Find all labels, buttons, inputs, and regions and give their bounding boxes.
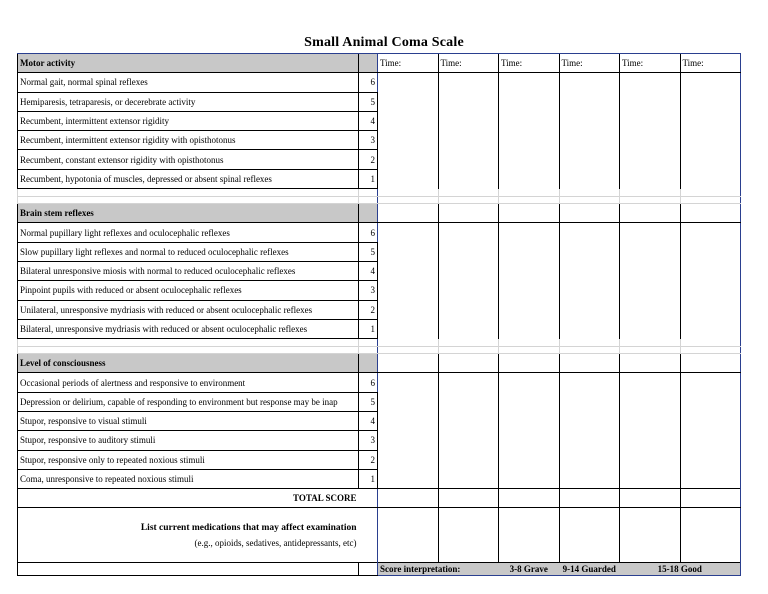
- criterion-score: 5: [359, 92, 378, 111]
- spacer-row: [499, 196, 560, 204]
- time-entry-cell[interactable]: [680, 354, 741, 373]
- spacer-row: [359, 196, 378, 204]
- spacer-row: [620, 339, 681, 347]
- medications-cell[interactable]: [499, 508, 560, 563]
- time-score-cell[interactable]: [620, 373, 681, 489]
- time-column-header: Time:: [378, 54, 439, 73]
- spacer-row: [620, 196, 681, 204]
- time-score-cell[interactable]: [378, 373, 439, 489]
- criterion-description: Slow pupillary light reflexes and normal to reduced oculocephalic reflexes: [18, 242, 359, 261]
- medications-cell[interactable]: [559, 508, 620, 563]
- criterion-description: Recumbent, intermittent extensor rigidity: [18, 111, 359, 130]
- spacer-row: [680, 196, 741, 204]
- time-entry-cell[interactable]: [438, 354, 499, 373]
- criterion-description: Depression or delirium, capable of responding to environment but response may be inap: [18, 392, 359, 411]
- spacer-row: [438, 346, 499, 354]
- medications-cell[interactable]: [378, 508, 439, 563]
- spacer-row: [18, 346, 359, 354]
- coma-scale-table: [17, 53, 741, 576]
- criterion-description: Bilateral, unresponsive mydriasis with reduced or absent oculocephalic reflexes: [18, 319, 359, 338]
- spacer-row: [18, 196, 359, 204]
- spacer-row: [378, 346, 439, 354]
- section-header: Brain stem reflexes: [18, 204, 359, 223]
- spacer-row: [359, 346, 378, 354]
- criterion-score: 1: [359, 469, 378, 488]
- time-score-cell[interactable]: [620, 223, 681, 339]
- spacer-row: [18, 189, 359, 197]
- time-score-cell[interactable]: [559, 223, 620, 339]
- spacer-row: [680, 189, 741, 197]
- medications-cell[interactable]: [680, 508, 741, 563]
- medications-examples: (e.g., opioids, sedatives, antidepressants, etc): [194, 537, 357, 548]
- criterion-score: 2: [359, 300, 378, 319]
- time-entry-cell[interactable]: [620, 354, 681, 373]
- medications-title: List current medications that may affect examination: [140, 522, 357, 533]
- time-score-cell[interactable]: [559, 73, 620, 189]
- spacer-row: [18, 339, 359, 347]
- spacer-row: [559, 196, 620, 204]
- time-score-cell[interactable]: [680, 73, 741, 189]
- time-score-cell[interactable]: [499, 373, 560, 489]
- total-score-cell[interactable]: [378, 489, 439, 508]
- section-header-score: [359, 204, 378, 223]
- criterion-score: 2: [359, 450, 378, 469]
- time-entry-cell[interactable]: [559, 204, 620, 223]
- spacer-row: [499, 339, 560, 347]
- criterion-score: 1: [359, 169, 378, 188]
- time-score-cell[interactable]: [438, 223, 499, 339]
- criterion-description: Pinpoint pupils with reduced or absent oculocephalic reflexes: [18, 281, 359, 300]
- time-score-cell[interactable]: [499, 73, 560, 189]
- page-title: Small Animal Coma Scale: [304, 35, 464, 50]
- time-entry-cell[interactable]: [499, 204, 560, 223]
- spacer-row: [438, 189, 499, 197]
- criterion-description: Normal gait, normal spinal reflexes: [18, 73, 359, 92]
- total-score-cell[interactable]: [680, 489, 741, 508]
- time-entry-cell[interactable]: [438, 204, 499, 223]
- score-interpretation-label: Score interpretation:: [378, 563, 499, 576]
- spacer-row: [559, 339, 620, 347]
- spacer-row: [378, 339, 439, 347]
- spacer-row: [499, 346, 560, 354]
- criterion-description: Recumbent, intermittent extensor rigidity with opisthotonus: [18, 131, 359, 150]
- criterion-score: 3: [359, 431, 378, 450]
- time-score-cell[interactable]: [680, 373, 741, 489]
- total-score-blank: [359, 489, 378, 508]
- time-score-cell[interactable]: [499, 223, 560, 339]
- total-score-cell[interactable]: [620, 489, 681, 508]
- section-header: Level of consciousness: [18, 354, 359, 373]
- interpretation-good: 15-18 Good: [620, 563, 741, 576]
- time-column-header: Time:: [438, 54, 499, 73]
- criterion-description: Stupor, responsive only to repeated noxious stimuli: [18, 450, 359, 469]
- spacer-row: [559, 346, 620, 354]
- time-score-cell[interactable]: [378, 73, 439, 189]
- total-score-cell[interactable]: [499, 489, 560, 508]
- time-entry-cell[interactable]: [378, 354, 439, 373]
- interpretation-blank: [359, 563, 378, 576]
- spacer-row: [620, 189, 681, 197]
- medications-label: [18, 508, 359, 563]
- criterion-score: 6: [359, 373, 378, 392]
- time-entry-cell[interactable]: [499, 354, 560, 373]
- criterion-description: Occasional periods of alertness and responsive to environment: [18, 373, 359, 392]
- criterion-description: Recumbent, constant extensor rigidity with opisthotonus: [18, 150, 359, 169]
- criterion-description: Hemiparesis, tetraparesis, or decerebrate activity: [18, 92, 359, 111]
- medications-cell[interactable]: [620, 508, 681, 563]
- criterion-description: Bilateral unresponsive miosis with normal to reduced oculocephalic reflexes: [18, 261, 359, 280]
- time-column-header: Time:: [499, 54, 560, 73]
- interpretation-guarded: 9-14 Guarded: [559, 563, 620, 576]
- total-score-cell[interactable]: [559, 489, 620, 508]
- time-column-header: Time:: [559, 54, 620, 73]
- spacer-row: [620, 346, 681, 354]
- criterion-score: 1: [359, 319, 378, 338]
- time-score-cell[interactable]: [620, 73, 681, 189]
- section-header-score: [359, 354, 378, 373]
- time-score-cell[interactable]: [438, 73, 499, 189]
- criterion-score: 2: [359, 150, 378, 169]
- criterion-score: 3: [359, 131, 378, 150]
- medications-blank: [359, 508, 378, 563]
- criterion-score: 4: [359, 261, 378, 280]
- criterion-description: Coma, unresponsive to repeated noxious stimuli: [18, 469, 359, 488]
- criterion-score: 6: [359, 73, 378, 92]
- section-header-score: [359, 54, 378, 73]
- spacer-row: [378, 196, 439, 204]
- spacer-row: [680, 339, 741, 347]
- criterion-description: Unilateral, unresponsive mydriasis with reduced or absent oculocephalic reflexes: [18, 300, 359, 319]
- time-column-header: Time:: [620, 54, 681, 73]
- time-score-cell[interactable]: [378, 223, 439, 339]
- criterion-score: 3: [359, 281, 378, 300]
- criterion-description: Stupor, responsive to visual stimuli: [18, 412, 359, 431]
- criterion-score: 5: [359, 392, 378, 411]
- spacer-row: [359, 339, 378, 347]
- criterion-description: Normal pupillary light reflexes and oculocephalic reflexes: [18, 223, 359, 242]
- time-entry-cell[interactable]: [620, 204, 681, 223]
- time-score-cell[interactable]: [559, 373, 620, 489]
- time-score-cell[interactable]: [680, 223, 741, 339]
- time-entry-cell[interactable]: [378, 204, 439, 223]
- spacer-row: [559, 189, 620, 197]
- time-score-cell[interactable]: [438, 373, 499, 489]
- interpretation-blank: [18, 563, 359, 576]
- time-entry-cell[interactable]: [680, 204, 741, 223]
- criterion-score: 6: [359, 223, 378, 242]
- total-score-cell[interactable]: [438, 489, 499, 508]
- criterion-score: 5: [359, 242, 378, 261]
- criterion-score: 4: [359, 412, 378, 431]
- spacer-row: [499, 189, 560, 197]
- section-header: Motor activity: [18, 54, 359, 73]
- criterion-description: Recumbent, hypotonia of muscles, depressed or absent spinal reflexes: [18, 169, 359, 188]
- total-score-label: TOTAL SCORE: [18, 489, 359, 508]
- spacer-row: [438, 196, 499, 204]
- spacer-row: [438, 339, 499, 347]
- time-entry-cell[interactable]: [559, 354, 620, 373]
- interpretation-grave: 3-8 Grave: [499, 563, 560, 576]
- medications-cell[interactable]: [438, 508, 499, 563]
- criterion-score: 4: [359, 111, 378, 130]
- spacer-row: [378, 189, 439, 197]
- spacer-row: [359, 189, 378, 197]
- spacer-row: [680, 346, 741, 354]
- criterion-description: Stupor, responsive to auditory stimuli: [18, 431, 359, 450]
- time-column-header: Time:: [680, 54, 741, 73]
